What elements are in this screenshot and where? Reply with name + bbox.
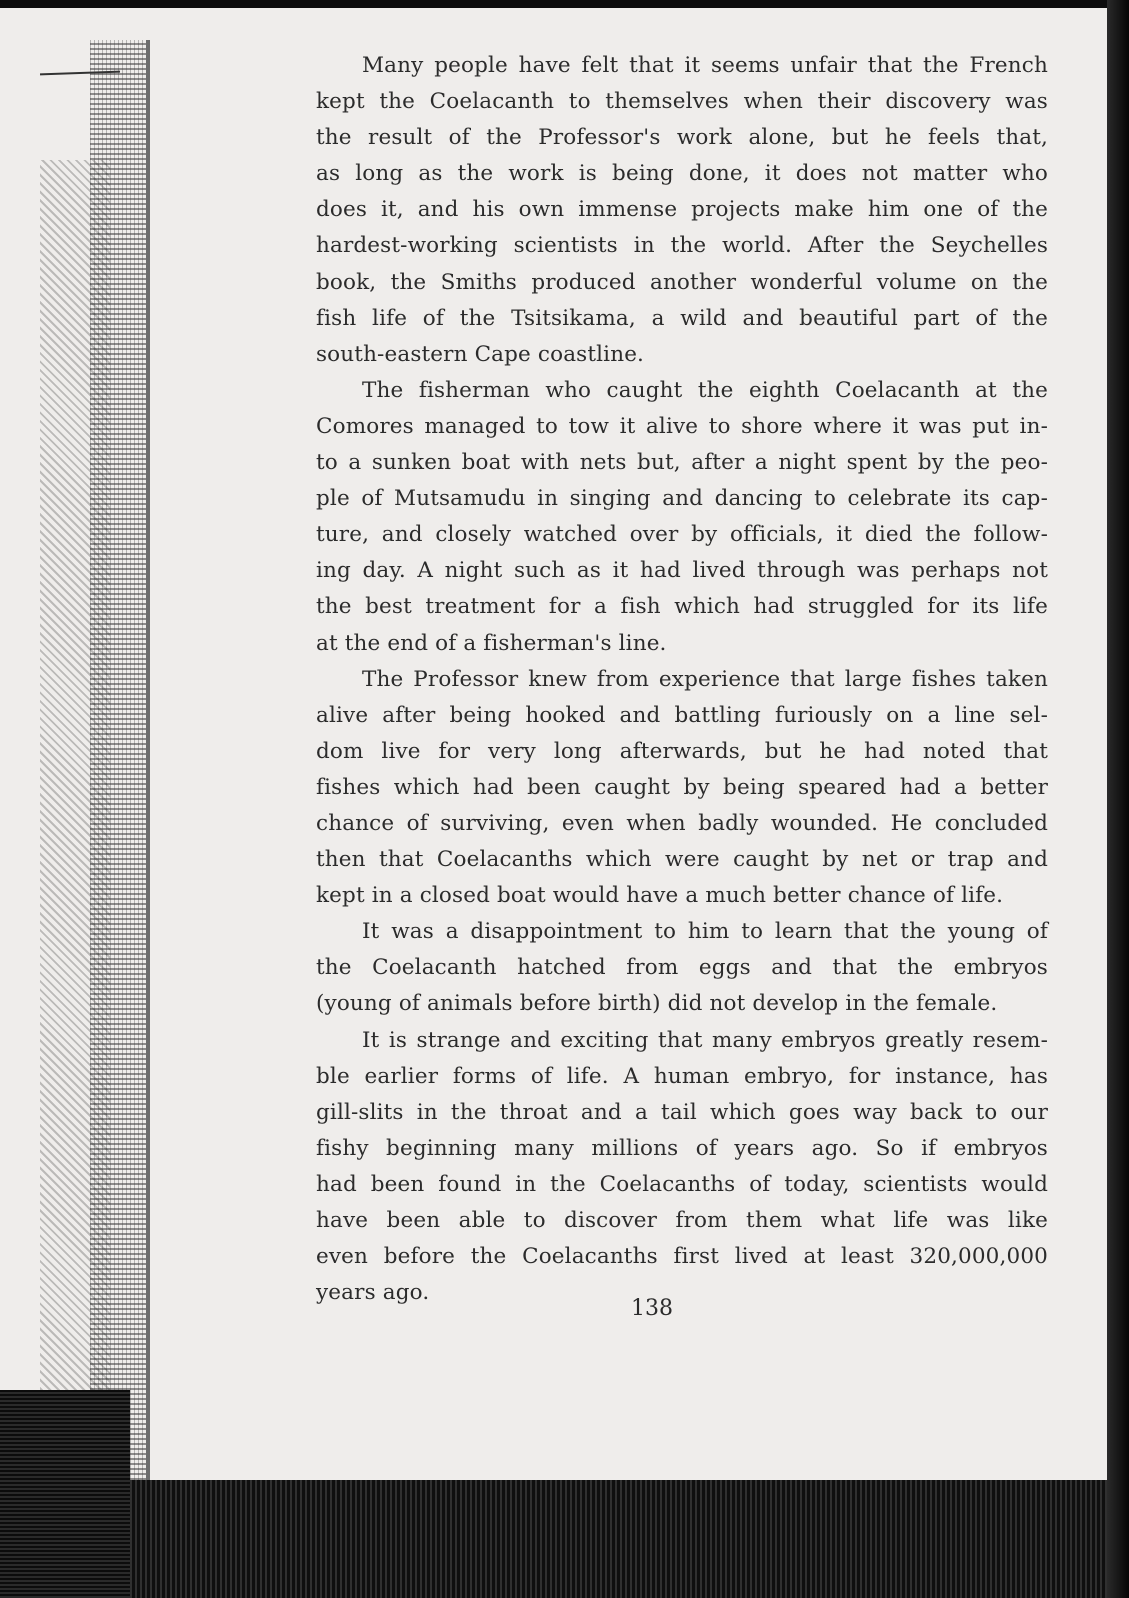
text-line: kept in a closed boat would have a much better chance of life. xyxy=(316,883,1004,909)
text-line: The fisherman who caught the eighth Coelacanth at the xyxy=(362,377,1048,403)
scan-right-border xyxy=(1107,0,1129,1598)
text-line: Many people have felt that it seems unfair that the French xyxy=(362,53,1048,78)
text-line: does it, and his own immense projects make him one of the xyxy=(316,197,1048,223)
text-line: fishes which had been caught by being speared had a better xyxy=(316,774,1048,800)
text-line: ing day. A night such as it had lived through was perhaps not xyxy=(316,558,1048,584)
text-line: book, the Smiths produced another wonderful volume on the xyxy=(316,269,1048,295)
text-line: kept the Coelacanth to themselves when their discovery was xyxy=(316,89,1048,115)
text-line: ple of Mutsamudu in singing and dancing to celebrate its cap- xyxy=(316,486,1048,512)
text-line: dom live for very long afterwards, but he had noted that xyxy=(316,738,1048,764)
paragraph-3 xyxy=(270,662,1048,915)
text-line: It was a disappointment to him to learn that the young of xyxy=(362,919,1048,945)
text-line: south-eastern Cape coastline. xyxy=(316,341,645,367)
paragraph-2 xyxy=(270,373,1048,662)
text-line: the best treatment for a fish which had struggled for its life xyxy=(316,594,1048,620)
text-line: then that Coelacanths which were caught by net or trap and xyxy=(316,847,1048,873)
book-spine-gutter xyxy=(90,40,150,1500)
text-line: alive after being hooked and battling furiously on a line sel- xyxy=(316,702,1048,728)
text-line: gill-slits in the throat and a tail which goes way back to our xyxy=(316,1099,1048,1125)
text-line: (young of animals before birth) did not develop in the female. xyxy=(316,991,998,1017)
text-line: to a sunken boat with nets but, after a night spent by the peo- xyxy=(316,450,1048,476)
text-line: the Coelacanth hatched from eggs and that the embryos xyxy=(316,955,1048,981)
scan-top-border xyxy=(0,0,1129,8)
text-line: Comores managed to tow it alive to shore where it was put in- xyxy=(316,413,1048,439)
text-line: have been able to discover from them what life was like xyxy=(316,1208,1048,1233)
text-line: chance of surviving, even when badly wounded. He concluded xyxy=(316,810,1048,836)
text-line: had been found in the Coelacanths of today, scientists would xyxy=(316,1171,1048,1197)
scan-corner-noise xyxy=(0,1390,130,1598)
paragraph-1 xyxy=(270,48,1048,373)
body-text xyxy=(270,48,1048,1311)
text-line: ble earlier forms of life. A human embryo, for instance, has xyxy=(316,1063,1048,1089)
text-line: fish life of the Tsitsikama, a wild and beautiful part of the xyxy=(316,305,1048,331)
text-line: It is strange and exciting that many embryos greatly resem- xyxy=(362,1027,1048,1053)
scan-bottom-border xyxy=(0,1480,1129,1598)
text-line: hardest-working scientists in the world. After the Seychelles xyxy=(316,233,1048,259)
paragraph-4 xyxy=(270,914,1048,1022)
paragraph-5 xyxy=(270,1023,1048,1312)
text-line: years ago. xyxy=(316,1280,430,1306)
text-line: ture, and closely watched over by officials, it died the follow- xyxy=(316,522,1048,548)
text-line: as long as the work is being done, it does not matter who xyxy=(316,161,1048,187)
page-number: 138 xyxy=(631,1296,673,1321)
text-line: fishy beginning many millions of years ago. So if embryos xyxy=(316,1135,1048,1161)
text-line: the result of the Professor's work alone, but he feels that, xyxy=(316,125,1048,151)
text-line: even before the Coelacanths first lived at least 320,000,000 xyxy=(316,1244,1048,1270)
gutter-edge-line xyxy=(146,40,150,1480)
text-line: at the end of a fisherman's line. xyxy=(316,630,667,656)
text-line: The Professor knew from experience that large fishes taken xyxy=(362,666,1048,692)
